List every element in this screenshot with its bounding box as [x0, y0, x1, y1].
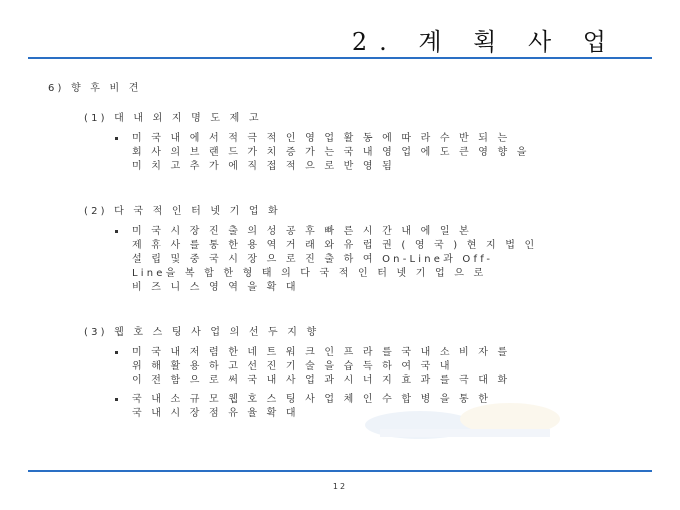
bullet-item [112, 225, 608, 295]
bullet-line: 비 즈 니 스 영 역 을 확 대 [132, 282, 299, 293]
page-number: 12 [332, 482, 348, 491]
subsection-brand-awareness [84, 112, 608, 174]
bullet-list [112, 225, 608, 295]
subsection-title: (2) 다 국 적 인 터 넷 기 업 화 [84, 206, 281, 217]
footer-divider [28, 470, 652, 472]
page-title: 2. 계 획 사 업 [351, 28, 618, 56]
document-body [48, 82, 608, 426]
bullet-line: 설 립 및 중 국 시 장 으 로 진 출 하 여 On-Line과 Off- [132, 254, 494, 265]
bullet-item [112, 132, 608, 174]
bullet-line: 제 휴 사 를 통 한 용 역 거 래 와 유 럽 권 ( 영 국 ) 현 지 법 인 [132, 240, 538, 251]
bullet-line: Line을 복 합 한 형 태 의 다 국 적 인 터 넷 기 업 으 로 [132, 268, 487, 279]
bullet-line: 위 해 활 용 하 고 선 진 기 술 을 습 득 하 여 국 내 [132, 361, 453, 372]
bullet-line: 회 사 의 브 랜 드 가 치 증 가 는 국 내 영 업 에 도 큰 영 향 을 [132, 147, 530, 158]
subsection-title: (3) 웹 호 스 팅 사 업 의 선 두 지 향 [84, 327, 320, 338]
bullet-line: 이 전 함 으 로 써 국 내 사 업 과 시 너 지 효 과 를 극 대 화 [132, 375, 511, 386]
bullet-line: 미 국 내 에 서 적 극 적 인 영 업 활 동 에 따 라 수 반 되 는 [132, 133, 511, 144]
bullet-line: 미 국 시 장 진 출 의 성 공 후 빠 른 시 간 내 에 일 본 [132, 226, 472, 237]
section-title: 6) 향 후 비 견 [48, 83, 142, 94]
faded-logo-watermark [360, 395, 570, 443]
subsection-multinational [84, 205, 608, 295]
header-divider [28, 57, 652, 59]
bullet-line: 미 치 고 추 가 에 직 접 적 으 로 반 영 됨 [132, 161, 395, 172]
bullet-line: 미 국 내 저 렴 한 네 트 워 크 인 프 라 를 국 내 소 비 자 를 [132, 347, 511, 358]
bullet-list [112, 132, 608, 174]
bullet-line: 국 내 시 장 점 유 율 확 대 [132, 408, 299, 419]
subsection-title: (1) 대 내 외 지 명 도 제 고 [84, 113, 262, 124]
bullet-line: 국 내 소 규 모 웹 호 스 팅 사 업 체 인 수 합 병 을 통 한 [132, 394, 492, 405]
bullet-item [112, 346, 608, 388]
